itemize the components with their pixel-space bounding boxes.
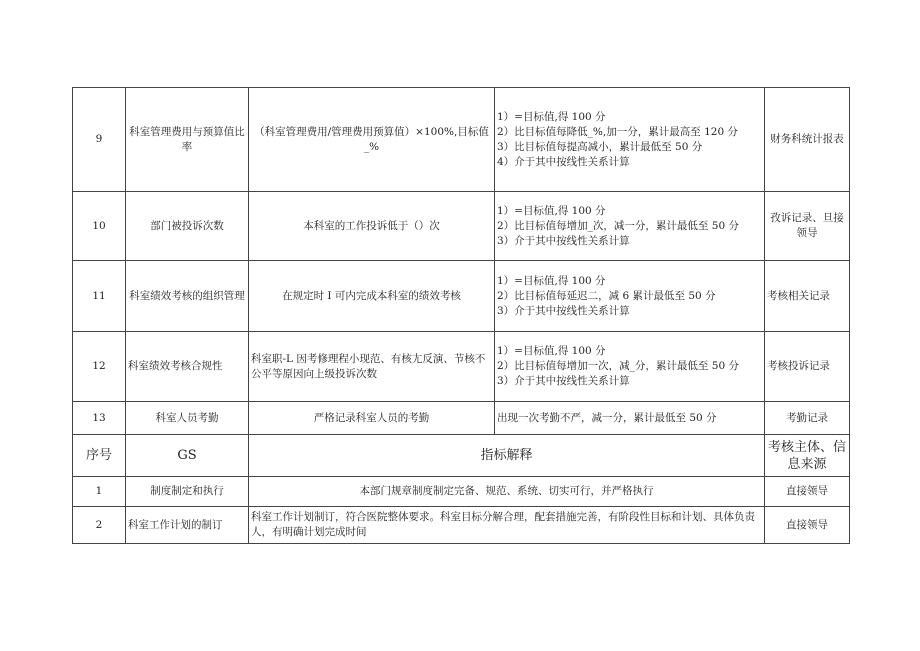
indicator-name: 科室绩效考核的组织管理 (126, 261, 249, 332)
scoring-criteria (495, 332, 765, 402)
criteria-line: 3）比目标值每提高减小，累计最低至 50 分 (497, 140, 703, 153)
table-row (73, 477, 850, 507)
scoring-criteria (495, 192, 765, 261)
table-row (73, 88, 850, 192)
indicator-explanation: 科室工作计划制订，符合医院整体要求。科室目标分解合理，配套措施完善，有阶段性目标和计划、具体负责人，有明确计划完成时间 (249, 507, 765, 544)
row-number: 11 (73, 261, 126, 332)
criteria-line: 2）比目标值每降低_%,加一分，累计最高至 120 分 (497, 125, 738, 138)
criteria-line: 2）比目标值每延迟二，减 6 累计最低至 50 分 (497, 289, 716, 302)
data-source: 孜诉记录、旦接领导 (765, 192, 850, 261)
criteria-line: 3）介于其中按线性关系计算 (497, 304, 630, 317)
indicator-definition: 本科室的工作投诉低于（）次 (249, 192, 495, 261)
row-number: 2 (73, 507, 126, 544)
indicator-explanation: 本部门规章制度制定完备、规范、系统、切实可行，并严格执行 (249, 477, 765, 507)
data-source: 直接领导 (765, 477, 850, 507)
indicator-name: 部门被投诉次数 (126, 192, 249, 261)
table-row (73, 402, 850, 435)
scoring-criteria (495, 88, 765, 192)
scoring-criteria (495, 402, 765, 435)
row-number: 13 (73, 402, 126, 435)
data-source: 考核投诉记录 (765, 332, 850, 402)
row-number: 9 (73, 88, 126, 192)
row-number: 10 (73, 192, 126, 261)
criteria-line: 4）介于其中按线性关系计算 (497, 155, 630, 168)
indicator-definition: 严格记录科室人员的考勤 (249, 402, 495, 435)
indicator-name: 科室工作计划的制订 (126, 507, 249, 544)
header-explanation: 指标解释 (249, 435, 765, 477)
indicator-definition: （科室管理费用/管理费用预算值）×100%,目标值_% (249, 88, 495, 192)
header-source: 考核主体、信息来源 (765, 435, 850, 477)
criteria-line: 2）比目标值每增加_次，减一分，累计最低至 50 分 (497, 219, 739, 232)
criteria-line: 1）=目标值,得 100 分 (497, 274, 606, 287)
criteria-line: 出现一次考勤不严，减一分，累计最低至 50 分 (497, 411, 717, 424)
criteria-line: 3）介于其中按线性关系计算 (497, 234, 630, 247)
header-number: 序号 (73, 435, 126, 477)
table-row (73, 192, 850, 261)
indicator-definition: 科室职-L 因考修理程小现范、有核尢反演、节核不公平等原因向上级投诉次数 (249, 332, 495, 402)
criteria-line: 2）比目标值每增加一次，减_分，累计最低至 50 分 (497, 360, 739, 372)
section-header-row (73, 435, 850, 477)
indicator-name: 科室管理费用与预算值比率 (126, 88, 249, 192)
criteria-line: 1）=目标值,得 100 分 (497, 345, 606, 357)
criteria-line: 3）介于其中按线性关系计算 (497, 375, 630, 387)
data-source: 直接领导 (765, 507, 850, 544)
criteria-line: 1）=目标值,得 100 分 (497, 204, 606, 217)
header-gs: GS (126, 435, 249, 477)
indicator-name: 科室人员考勤 (126, 402, 249, 435)
data-source: 考核相关记录 (765, 261, 850, 332)
performance-indicator-table (72, 87, 850, 544)
indicator-name: 制度制定和执行 (126, 477, 249, 507)
data-source: 财务科统计报表 (765, 88, 850, 192)
scoring-criteria (495, 261, 765, 332)
table-row (73, 261, 850, 332)
indicator-name: 科室绩效考核合规性 (126, 332, 249, 402)
row-number: 1 (73, 477, 126, 507)
table-row (73, 507, 850, 544)
criteria-line: 1）=目标值,得 100 分 (497, 110, 606, 123)
row-number: 12 (73, 332, 126, 402)
indicator-definition: 在规定时 I 可内完成本科室的绩效考核 (249, 261, 495, 332)
table-row (73, 332, 850, 402)
data-source: 考勤记录 (765, 402, 850, 435)
